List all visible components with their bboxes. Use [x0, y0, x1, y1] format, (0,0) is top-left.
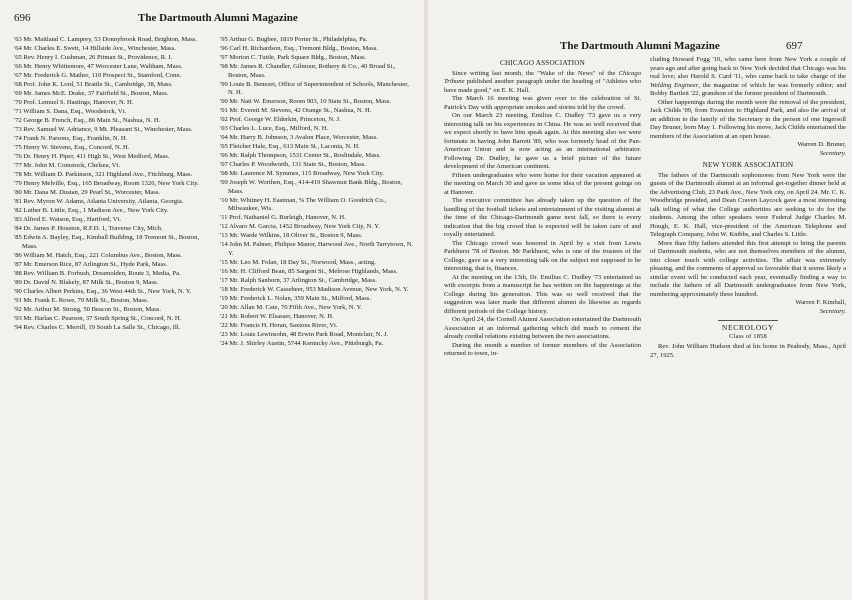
class-secretary-entry: '03 Charles L. Luce, Esq., Milford, N. H. — [220, 125, 329, 132]
chicago-paragraph-8: On April 24, the Cornell Alumni Association entertained the Dartmouth Association at an informal gathering which did much to cement the already cordial relations existing between the two associations. — [444, 316, 641, 340]
class-secretary-entry: '01 Mr. Everett M. Stevens, 42 Orange St., Nashua, N. H. — [220, 107, 372, 114]
right-page-number: 697 — [786, 40, 803, 52]
class-secretary-entry: '79 Henry Melville, Esq., 165 Broadway, Room 1326, New York City. — [14, 180, 199, 187]
class-secretary-entry: '13 Mr. Warde Wilkins, 18 Oliver St., Boston 9, Mass. — [220, 232, 363, 239]
class-secretary-entry: '69 Mr. James McE. Drake, 37 Fairfield St., Boston, Mass. — [14, 90, 169, 97]
class-secretary-entry: '20 Mr. Allan M. Cate, 70 Fifth Ave., New York, N. Y. — [220, 303, 363, 311]
chicago-paragraph-1: Since writing last month, the "Wake of the News" of the Chicago Tribune published another paragraph under the heading of "Athletes who have made good," on E. K. Hall. — [444, 69, 641, 94]
class-secretary-entry: '95 Arthur G. Bugbee, 1819 Porter St., Philadelphia, Pa. — [220, 36, 368, 43]
chicago-continued-paragraph-1: cluding Howard Fogg '10, who came here from New York a couple of years ago and after going back to New York decided that Chicago was his real love; also Harold S. Card '11, who came back to take charge of the Welding Engineer, the magazine of which he was formerly editor; and Bobby Bartlett '22, grandson of the former president of Dartmouth. — [650, 56, 846, 97]
chicago-paragraph-4: Fifteen undergraduates who were home for their vacation appeared at the meeting on March 30 and gave us some idea of the present goings on at Hanover. — [444, 171, 641, 196]
class-secretary-entry: '02 Prof. George W. Elderkin, Princeton, N. J. — [220, 116, 341, 123]
right-page — [428, 0, 852, 600]
class-secretary-entry: '77 Mr. John M. Comstock, Chelsea, Vt. — [14, 162, 121, 169]
class-secretary-entry: '74 Frank N. Parsons, Esq., Franklin, N. H. — [14, 135, 128, 142]
class-secretary-entry: '97 Morton C. Tuttle, Park Square Bldg., Boston, Mass. — [220, 54, 367, 61]
class-secretary-entry: '67 Mr. Frederick G. Mather, 110 Prospect St., Stamford, Conn. — [14, 72, 182, 79]
class-secretary-entry: '85 Edwin A. Bayley, Esq., Kimball Building, 18 Tremont St., Boston, Mass. — [14, 234, 200, 250]
class-secretary-entry: '00 Mr. Natt W. Emerson, Room 903, 10 State St., Boston, Mass. — [220, 98, 391, 105]
class-secretary-entry: '99 Louis B. Benezet, Office of Superintendent of Schools, Manchester, N. H. — [220, 80, 409, 96]
class-secretary-entry: '89 Dr. David N. Blakely, 87 Milk St., Boston 9, Mass. — [14, 278, 159, 286]
new-york-secretary-role: Secretary. — [819, 307, 846, 315]
class-secretary-entry: '08 Mr. Laurence M. Symmes, 115 Broadway, New York City. — [220, 170, 384, 177]
alumni-secretaries-list-column-1 — [14, 36, 209, 594]
class-secretary-entry: '15 Mr. Leo M. Folan, 18 Day St., Norwood, Mass., acting. — [220, 258, 376, 266]
class-secretary-entry: '06 Mr. Ralph Thompson, 1531 Center St., Roslindale, Mass. — [220, 152, 381, 159]
class-secretary-entry: '98 Mr. James R. Chandler, Gilmour, Rothery & Co., 40 Broad St., Boston, Mass. — [220, 63, 396, 79]
chicago-association-column — [444, 56, 641, 596]
class-secretary-entry: '96 Carl H. Richardson, Esq., Tremont Bldg., Boston, Mass. — [220, 45, 378, 52]
class-secretary-entry: '91 Mr. Frank E. Rowe, 79 Milk St., Boston, Mass. — [14, 296, 149, 304]
chicago-paragraph-6: The Chicago crowd was honored in April by a visit from Lewis Parkhurst '78 of Boston. Mr Parkhurst, who is one of the trustees of the College, gave us a very interesting talk on the subject not supposed to be interesting, that is, finances. — [444, 239, 641, 272]
section-divider — [718, 320, 778, 321]
class-secretary-entry: '82 Luther B. Little, Esq., 1 Madison Ave., New York City. — [14, 207, 169, 214]
necrology-text: Rev. John William Hudson died at his home in Peabody, Mass., April 27, 1925. — [650, 343, 846, 359]
class-secretary-entry: '04 Mr. Harry B. Johnson, 3 Avalon Place, Worcester, Mass. — [220, 134, 378, 141]
class-secretary-entry: '93 Mr. Harlan C. Pearson, 37 South Spring St., Concord, N. H. — [14, 314, 182, 322]
class-secretary-entry: '72 George B. French, Esq., 86 Main St., Nashua, N. H. — [14, 117, 161, 124]
class-secretary-entry: '12 Alvaro M. Garcia, 1452 Broadway, New York City, N. Y. — [220, 223, 380, 230]
necrology-heading: NECROLOGY — [721, 323, 775, 332]
class-secretary-entry: '17 Mr. Ralph Sanborn, 37 Arlington St., Cambridge, Mass. — [220, 276, 377, 284]
chicago-paragraph-5: The executive committee has already taken up the question of the handling of the football tickets and entertainment of the visiting alumni at the time of the Chicago-Dartmouth game next fall, so there is every indication that the big crowd that is expected will be taken care of and royally entertained. — [444, 197, 641, 238]
new-york-paragraph-2: More than fifty fathers attended this first attempt to bring the parents of Dartmouth students, who are not themselves members of the alumni, into closer touch with college activities. The affair was extremely pleasing, and the comments of approval so favorable that it seems likely a similar event will be conducted each year, eventually finding a way to include the fathers of all Dartmouth undergraduates from New York, numbering approximately three hundred. — [650, 239, 846, 298]
class-secretary-entry: '18 Mr. Frederick W. Cassebeer, 953 Madison Avenue, New York, N. Y. — [220, 285, 409, 293]
class-secretary-entry: '65 Rev. Henry I. Cushman, 26 Pitman St., Providence, R. I. — [14, 54, 173, 61]
class-secretary-entry: '81 Rev. Myron W. Adams, Atlanta University, Atlanta, Georgia. — [14, 198, 184, 205]
class-secretary-entry: '16 Mr. H. Clifford Bean, 85 Sargent St., Melrose Highlands, Mass. — [220, 267, 398, 275]
class-secretary-entry: '10 Mr. Whitney H. Eastman, % The William O. Goodrich Co., Milwaukee, Wis. — [220, 196, 387, 212]
class-secretary-entry: '78 Mr. William D. Parkinson, 321 Highland Ave., Fitchburg, Mass. — [14, 171, 193, 178]
class-secretary-entry: '76 Dr. Henry H. Piper, 411 High St., West Medford, Mass. — [14, 153, 170, 160]
class-secretary-entry: '23 Mr. Louis Lewinsohn, 48 Erwin Park Road, Montclair, N. J. — [220, 330, 388, 338]
class-secretary-entry: '92 Mr. Arthur M. Strong, 50 Beacon St., Boston, Mass. — [14, 305, 161, 313]
chicago-paragraph-9: During the month a number of former members of the Association returned to town, in- — [444, 341, 641, 357]
class-secretary-entry: '80 Mr. Dana M. Dustan, 29 Pearl St., Worcester, Mass. — [14, 189, 161, 196]
left-running-head: The Dartmouth Alumni Magazine — [138, 12, 298, 24]
chicago-secretary-role: Secretary. — [819, 149, 846, 157]
class-secretary-entry: '87 Mr. Emerson Rice, 87 Arlington St., Hyde Park, Mass. — [14, 260, 168, 268]
class-secretary-entry: '24 Mr. J. Shirley Austin, 5744 Kentucky Ave., Pittsburgh, Pa. — [220, 339, 384, 347]
class-secretary-entry: '05 Fletcher Hale, Esq., 613 Main St., Laconia, N. H. — [220, 143, 360, 150]
class-secretary-entry: '84 Dr. James P. Houston, R.F.D. 1, Traverse City, Mich. — [14, 225, 163, 232]
class-secretary-entry: '19 Mr. Frederick L. Nolan, 359 Main St., Milford, Mass. — [220, 294, 371, 302]
class-secretary-entry: '70 Prof. Lemuel S. Hastings, Hanover, N. H. — [14, 99, 134, 106]
class-secretary-entry: '75 Henry W. Stevens, Esq., Concord, N. H. — [14, 144, 130, 151]
class-secretary-entry: '71 William S. Dana, Esq., Woodstock, Vt. — [14, 108, 127, 115]
class-secretary-entry: '90 Charles Albert Perkins, Esq., 36 West 44th St., New York, N. Y. — [14, 287, 192, 295]
class-secretary-entry: '14 John M. Palmer, Philipse Manor, Harwood Ave., North Tarrytown, N. Y. — [220, 241, 414, 257]
class-secretary-entry: '22 Mr. Francis H. Horan, Saxtons River, Vt. — [220, 321, 338, 329]
chicago-paragraph-2: The March 16 meeting was given over to the celebration of St. Patrick's Day with appropriate smokes and stories told by the crowd. — [444, 95, 641, 111]
class-secretary-entry: '21 Mr. Robert W. Elsasser, Hanover, N. H. — [220, 312, 334, 320]
chicago-paragraph-7: At the meeting on the 13th, Dr. Emilius C. Dudley '73 entertained us with excerpts from a manuscript he has written on the happenings at the College during his generation. This was so well received that the suggestion was later made that different alumni do likewise as regards different periods of the College history. — [444, 273, 641, 315]
class-secretary-entry: '09 Joseph W. Worthen, Esq., 414-419 Shawmut Bank Bldg., Boston, Mass. — [220, 179, 403, 195]
class-secretary-entry: '66 Mr. Henry Whittemore, 47 Worcester Lane, Waltham, Mass. — [14, 63, 183, 70]
chicago-paragraph-3: On our March 23 meeting, Emilius C. Dudley '73 gave us a very interesting talk on his experiences in China. He was so well received that we expect shortly to have him speak again. At this meeting also we were fortunate in having John Barrett '89, who was formerly head of the Pan-American Union and is now acting as an international arbitrator. Following Dr. Dudley, he gave us a brief picture of the future development of the American continent. — [444, 112, 641, 170]
class-secretary-entry: '94 Rev. Charles C. Merrill, 19 South La Salle St., Chicago, Ill. — [14, 323, 181, 331]
new-york-paragraph-1: The fathers of the Dartmouth sophomores from New York were the guests of the Dartmouth alumni at an informal get-together dinner held at the Advertising Club, 23 Park Ave., New York city, on April 24. Mr. C. K. Woodbridge presided, and Dean Craven Laycock gave a most interesting talk telling of what the College authorities are seeking to do for the students. Among the other speakers were Federal Judge Charles M. Hough, E. K. Hall, vice-president of the American Telephone and Telegraph Company, John W. Knibbs, and Charles S. Little. — [650, 171, 846, 238]
class-secretary-entry: '64 Mr. Charles E. Swett, 14 Hillside Ave., Winchester, Mass. — [14, 45, 176, 52]
chicago-association-heading: CHICAGO ASSOCIATION — [499, 59, 586, 67]
right-column — [650, 56, 846, 596]
necrology-class-line: Class of 1858 — [729, 332, 767, 340]
right-running-head: The Dartmouth Alumni Magazine — [560, 40, 720, 52]
class-secretary-entry: '68 Prof. John K. Lord, 51 Brattle St., Cambridge, 38, Mass. — [14, 81, 173, 88]
left-page-number: 696 — [14, 12, 31, 24]
class-secretary-entry: '88 Rev. William B. Forbush, Dreamolden, Route 3, Media, Pa. — [14, 269, 181, 277]
new-york-association-heading: NEW YORK ASSOCIATION — [702, 161, 794, 169]
class-secretary-entry: '73 Rev. Samuel W. Adriance, 9 Mt. Pleasant St., Winchester, Mass. — [14, 126, 193, 133]
class-secretary-entry: '63 Mr. Maitland C. Lamprey, 53 Donnybrook Road, Brighton, Mass. — [14, 36, 197, 43]
class-secretary-entry: '83 Alfred E. Watson, Esq., Hartford, Vt. — [14, 216, 121, 223]
class-secretary-entry: '07 Charles P. Woodworth, 131 State St., Boston, Mass. — [220, 161, 366, 168]
left-page — [0, 0, 424, 600]
class-secretary-entry: '86 William M. Hatch, Esq., 221 Columbus Ave., Boston, Mass. — [14, 251, 183, 259]
alumni-secretaries-list-column-2 — [220, 36, 415, 594]
chicago-secretary-name: Warren D. Bruner, — [797, 141, 846, 148]
chicago-continued-paragraph-2: Other happenings during the month were the removal of the president, Jack Childs '09, from Evanston to Highland Park, and also the arrival of an addition to the family of the Secretary in the person of one Ingersoll Day Bruner, born May 1. Following his move, Jack Childs entertained the members of the Association at an open house. — [650, 98, 846, 140]
class-secretary-entry: '11 Prof. Nathaniel G. Burleigh, Hanover, N. H. — [220, 214, 346, 221]
new-york-secretary-name: Warren F. Kimball, — [795, 299, 846, 306]
